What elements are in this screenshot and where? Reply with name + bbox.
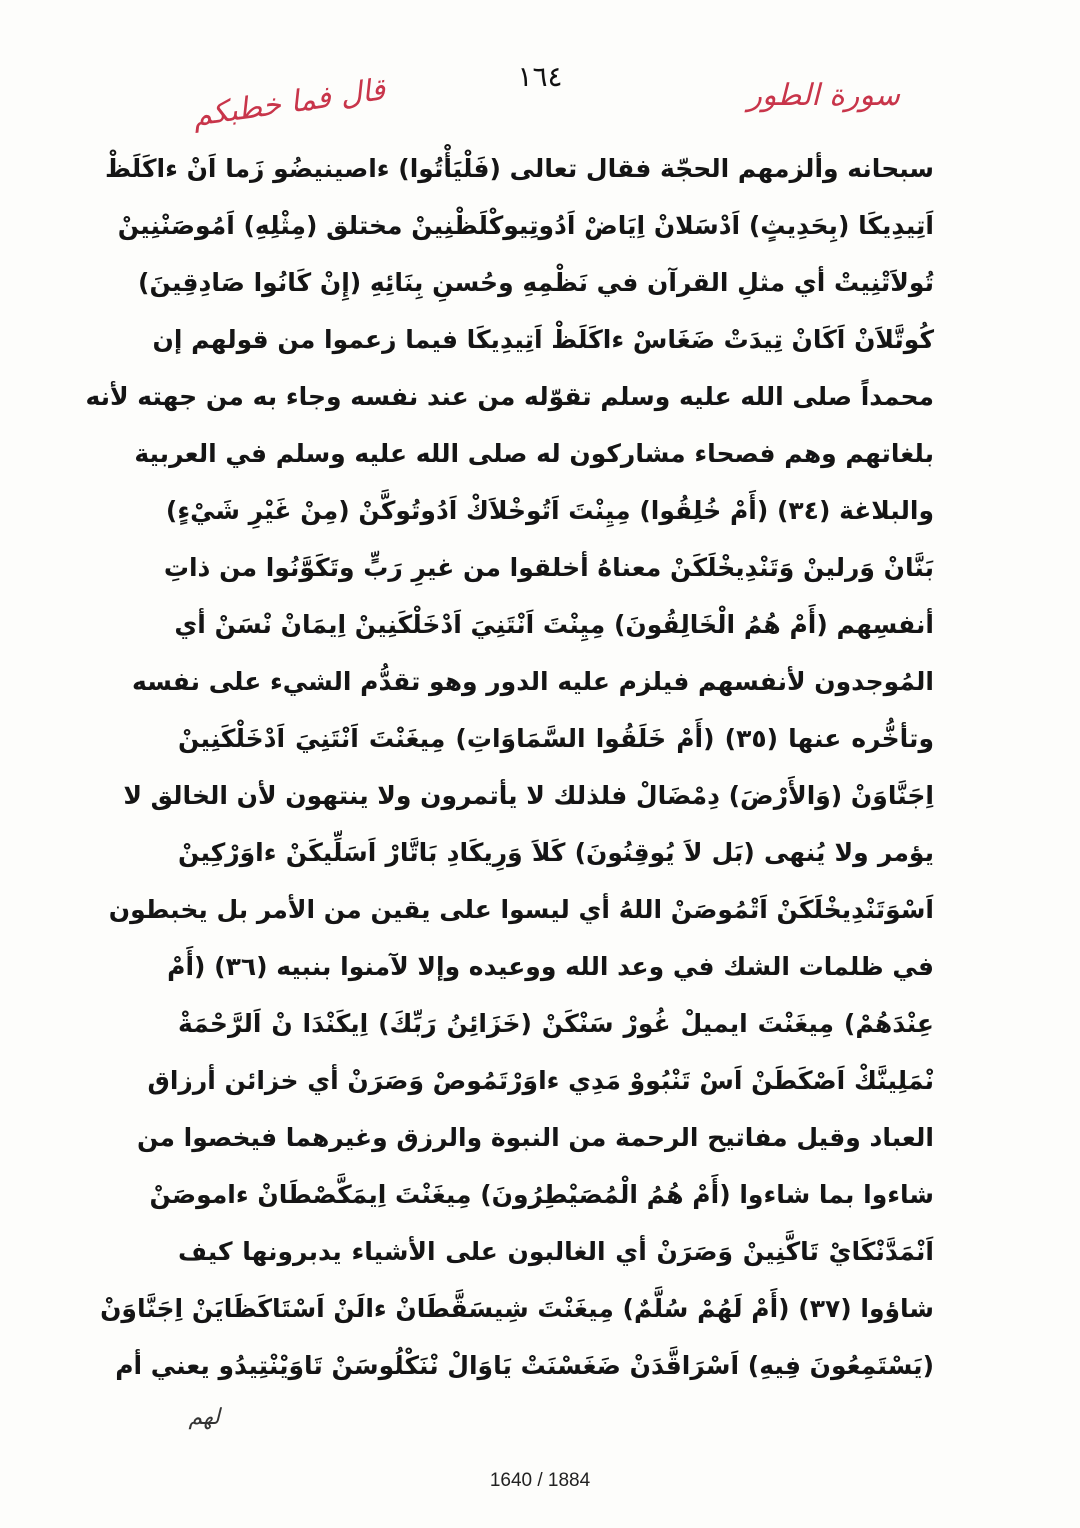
text-line: شاؤوا (٣٧) (أَمْ لَهُمْ سُلَّمٌ) مِيغَنْتَ شِيسَقَّطَانْ ءالَنْ اَسْتَاكَظَايَنْ اِجَنَّاوَنْ xyxy=(100,1294,934,1323)
text-line: سبحانه وألزمهم الحجّة فقال تعالى (فَلْيَأْتُوا) ءاصينيضُو زَما اَنْ ءاكَلَظْ xyxy=(105,154,934,183)
text-line: وتأخُّره عنها (٣٥) (أَمْ خَلَقُوا السَّمَاوَاتِ) مِيغَنْتَ اَنْتَنِيَ اَدْخَلْكَنِينْ xyxy=(178,724,934,753)
text-line: والبلاغة (٣٤) (أَمْ خُلِقُوا) مِيِنْتَ اَتُوخْلاَكْ اَدُوتُوكَّنْ (مِنْ غَيْرِ شَيْءٍ) xyxy=(165,496,934,525)
text-line: شاءوا بما شاءوا (أَمْ هُمُ الْمُصَيْطِرُونَ) مِيغَنْتَ اِيمَكَّصْطَانْ ءاموصَنْ xyxy=(149,1180,934,1209)
text-line: اَتِيدِيكَا (بِحَدِيثٍ) اَدْسَلانْ اِيَاضْ اَدُوتِيوكْلَظْنِينْ مختلق (مِثْلِهِ) اَمُوصَنْنِينْ xyxy=(117,211,934,240)
header-right-handwritten-note: سورة الطور xyxy=(747,78,900,113)
page-counter: 1640 / 1884 xyxy=(489,1470,591,1491)
text-line: العباد وقيل مفاتيح الرحمة من النبوة والرزق وغيرهما فيخصوا من xyxy=(136,1123,934,1152)
text-line: كُوتَّلاَنْ اَكَانْ تِيدَتْ ضَغَاسْ ءاكَلَظْ اَتِيدِيكَا فيما زعموا من قولهم إن xyxy=(152,325,934,354)
text-line: بَنَّانْ وَرلينْ وَتَنْدِيخْلَكَنْ معناهُ أخلقوا من غيرِ رَبٍّ وتَكَوَّنُوا من ذاتِ xyxy=(163,553,934,582)
text-line: نْمَلِينَّكْ اَصْكَطَنْ اَسْ تَنْبُووْ مَدِي ءاوَرْتَمُوصْ وَصَرَنْ أي خزائن أرزاق xyxy=(147,1066,934,1095)
text-line: (يَسْتَمِعُونَ فِيهِ) اَسْرَاقَّدَنْ ضَغَسْنَتْ يَاوَالْ نْنَكْلُوسَنْ تَاوَيْنْتِيدُو يعني أم xyxy=(115,1351,934,1380)
text-line: محمداً صلى الله عليه وسلم تقوّله من عند نفسه وجاء به من جهته لأنه xyxy=(85,382,934,411)
text-line: عِنْدَهُمْ) مِيغَنْتَ ايميلْ غُورْ سَنْكَنْ (خَزَائِنُ رَبِّكَ) اِيكَنْدَا نْ اَلرَّحْمَةْ xyxy=(178,1009,934,1038)
catchword: لهم xyxy=(188,1405,220,1430)
page-number: ١٦٤ xyxy=(517,60,563,93)
text-line: بلغاتهم وهم فصحاء مشاركون له صلى الله عليه وسلم في العربية xyxy=(134,439,934,468)
header-left-handwritten-note: قال فما خطبكم xyxy=(190,72,388,134)
text-line: يؤمر ولا يُنهى (بَل لاَ يُوقِنُونَ) كَلاَ وَرِيكَادِ بَاتَّارْ اَسَلِّيكَنْ ءاوَرْكِينْ xyxy=(178,838,934,867)
text-line: اِجَنَّاوَنْ (وَالأَرْضَ) دِمْضَالْ فلذلك لا يأتمرون ولا ينتهون لأن الخالق لا xyxy=(123,781,934,810)
text-line: اَنْمَدَّنْكَايْ تَاكَّنِينْ وَصَرَنْ أي الغالبون على الأشياء يدبرونها كيف xyxy=(178,1237,934,1266)
body-text xyxy=(85,140,934,1394)
text-line: اَسْوَتَنْدِيخْلَكَنْ اَتْمُوصَنْ اللهُ أي ليسوا على يقين من الأمر بل يخبطون xyxy=(108,895,934,924)
text-line: تُولاَتْنِيتْ أي مثلِ القرآن في نَظْمِهِ وحُسنِ بِنَائِهِ (إِنْ كَانُوا صَادِقِينَ) xyxy=(138,268,934,297)
text-line: أنفسِهم (أَمْ هُمُ الْخَالِقُونَ) مِيِنْتَ اَنْتَنِيَ اَدْخَلْكَنِينْ اِيمَانْ نْسَنْ أي xyxy=(174,610,934,639)
text-line: في ظلمات الشك في وعد الله ووعيده وإلا لآمنوا بنبيه (٣٦) (أَمْ xyxy=(167,952,934,981)
text-line: المُوجدون لأنفسهم فيلزم عليه الدور وهو تقدُّم الشيء على نفسه xyxy=(132,667,934,696)
